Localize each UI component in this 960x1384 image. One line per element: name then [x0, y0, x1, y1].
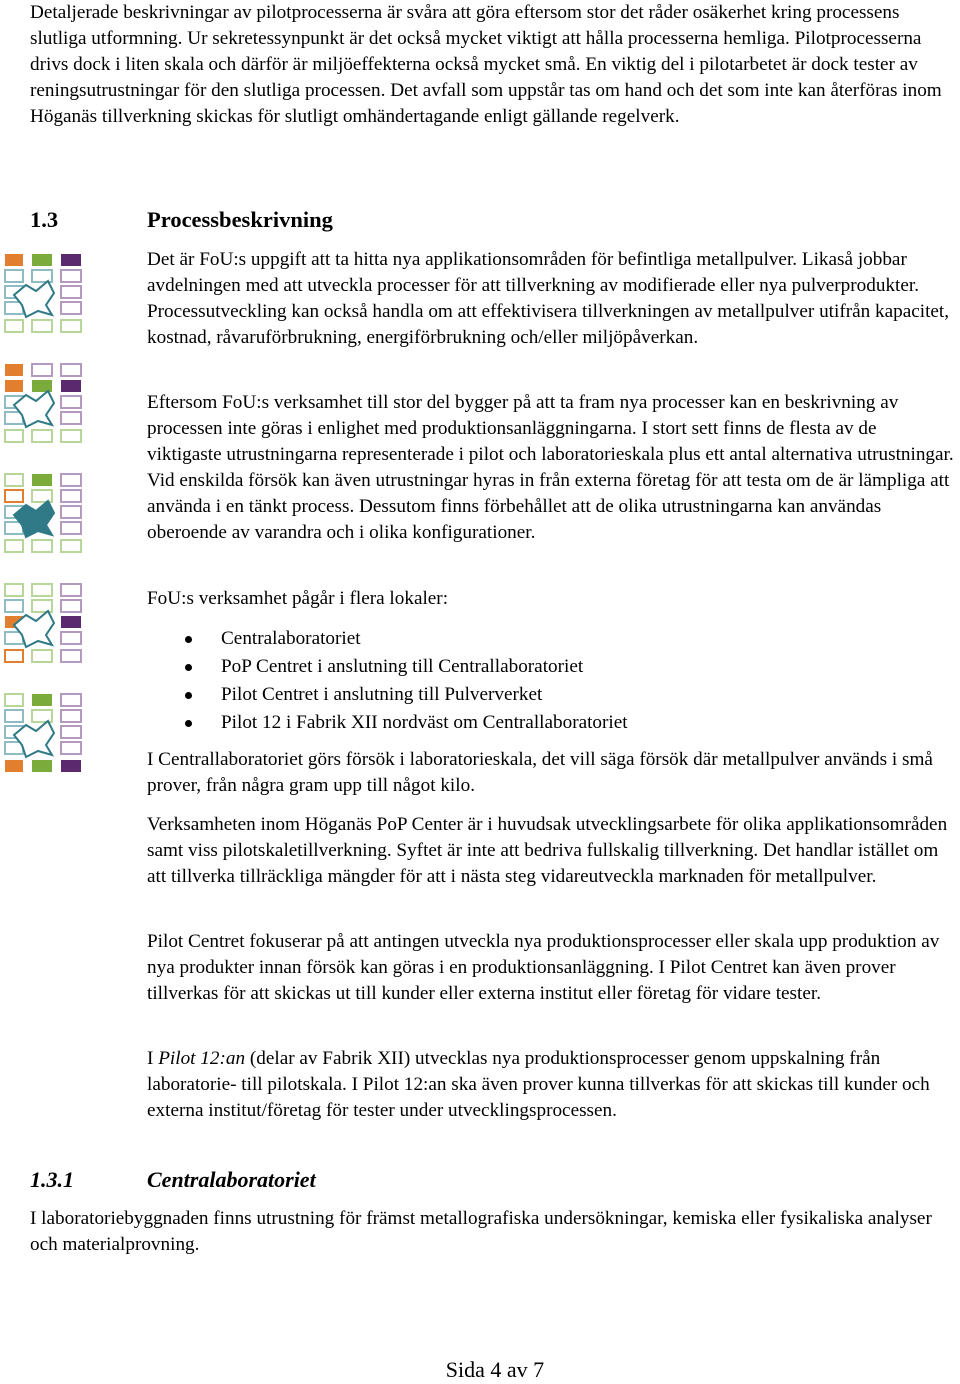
subsection-number: 1.3.1	[30, 1167, 74, 1192]
hoganas-logo-icon	[4, 363, 84, 445]
locations-list	[147, 625, 947, 737]
paragraph-pilot-centret: Pilot Centret fokuserar på att antingen utveckla nya produktionsprocesser eller skala upp produktion av nya produkter innan försök kan göras i en produktionsanläggning. I Pilot Centret kan även prover tillverkas för att skickas ut till kunder eller externa institut eller företag för vidare tester.	[147, 931, 940, 1004]
list-item: Centralaboratoriet	[147, 625, 947, 653]
paragraph-process-description: Eftersom FoU:s verksamhet till stor del bygger på att ta fram nya processer kan en beskrivning av processen inte göras i enlighet med produktionsanläggningarna. I stort sett finns de flesta av de viktigaste utrustningarna representerade i pilot och laboratorieskala plus ett antal alternativa utrustningar. Vid enskilda försök kan även utrustningar hyras in från externa företag för att testa om de är lämpliga att använda i en tänkt process. Dessutom finns förbehållet att de olika utrustningarna kan användas oberoende av varandra och i olika konfigurationer.	[147, 392, 954, 543]
pilot12-emphasis: Pilot 12:an	[158, 1048, 246, 1069]
intro-paragraph: Detaljerade beskrivningar av pilotprocesserna är svåra att göra eftersom stor det råder osäkerhet kring processens slutliga utformning. Ur sekretessynpunkt är det också mycket viktigt att hålla processerna hemliga. Pilotprocesserna drivs dock i liten skala och därför är miljöeffekterna också mycket små. En viktig del i pilotarbetet är dock tester av reningsutrustningar för den slutliga processen. Det avfall som uppstår tas om hand och det som inte kan återföras inom Höganäs tillverkning skickas för slutligt omhändertagande enligt gällande regelverk.	[30, 2, 942, 127]
paragraph-centrallab: I Centrallaboratoriet görs försök i laboratorieskala, det vill säga försök där metallpulver används i små prover, från några gram upp till något kilo.	[147, 749, 933, 796]
subsection-title: Centralaboratoriet	[147, 1167, 316, 1192]
section-number: 1.3	[30, 207, 59, 232]
hoganas-logo-icon	[4, 693, 84, 775]
list-item: PoP Centret i anslutning till Centrallaboratoriet	[147, 653, 947, 681]
list-item: Pilot Centret i anslutning till Pulververket	[147, 681, 947, 709]
paragraph-pop-center: Verksamheten inom Höganäs PoP Center är i huvudsak utvecklingsarbete för olika applikationsområden samt viss pilotskaletillverkning. Syftet är inte att bedriva fullskalig tillverkning. Det handlar istället om att tillverka tillräckliga mängder för att i nästa steg vidareutveckla marknaden för metallpulver.	[147, 814, 948, 887]
paragraph-pilot12: I Pilot 12:an (delar av Fabrik XII) utvecklas nya produktionsprocesser genom uppskalning från laboratorie- till pilotskala. I Pilot 12:an ska även prover kunna tillverkas för att skickas till kunder och externa institut/företag för tester under utvecklingsprocessen.	[147, 1048, 930, 1121]
list-item: Pilot 12 i Fabrik XII nordväst om Centrallaboratoriet	[147, 709, 947, 737]
hoganas-logo-icon	[4, 473, 84, 555]
hoganas-logo-icon	[4, 583, 84, 665]
hoganas-logo-icon	[4, 253, 84, 335]
paragraph-locations-intro: FoU:s verksamhet pågår i flera lokaler:	[147, 588, 449, 609]
section-title: Processbeskrivning	[147, 207, 333, 232]
paragraph-lab-building: I laboratoriebyggnaden finns utrustning för främst metallografiska undersökningar, kemiska eller fysikaliska analyser och materialprovning.	[30, 1208, 932, 1255]
paragraph-fou-task: Det är FoU:s uppgift att ta hitta nya applikationsområden för befintliga metallpulver. Likaså jobbar avdelningen med att utveckla processer för att tillverkning av modifierade eller nya pulverprodukter. Processutveckling kan också handla om att effektivisera tillverkningen av metallpulver utifrån kapacitet, kostnad, råvaruförbrukning, energiförbrukning och/eller miljöpåverkan.	[147, 249, 950, 348]
page-footer: Sida 4 av 7	[445, 1357, 545, 1382]
